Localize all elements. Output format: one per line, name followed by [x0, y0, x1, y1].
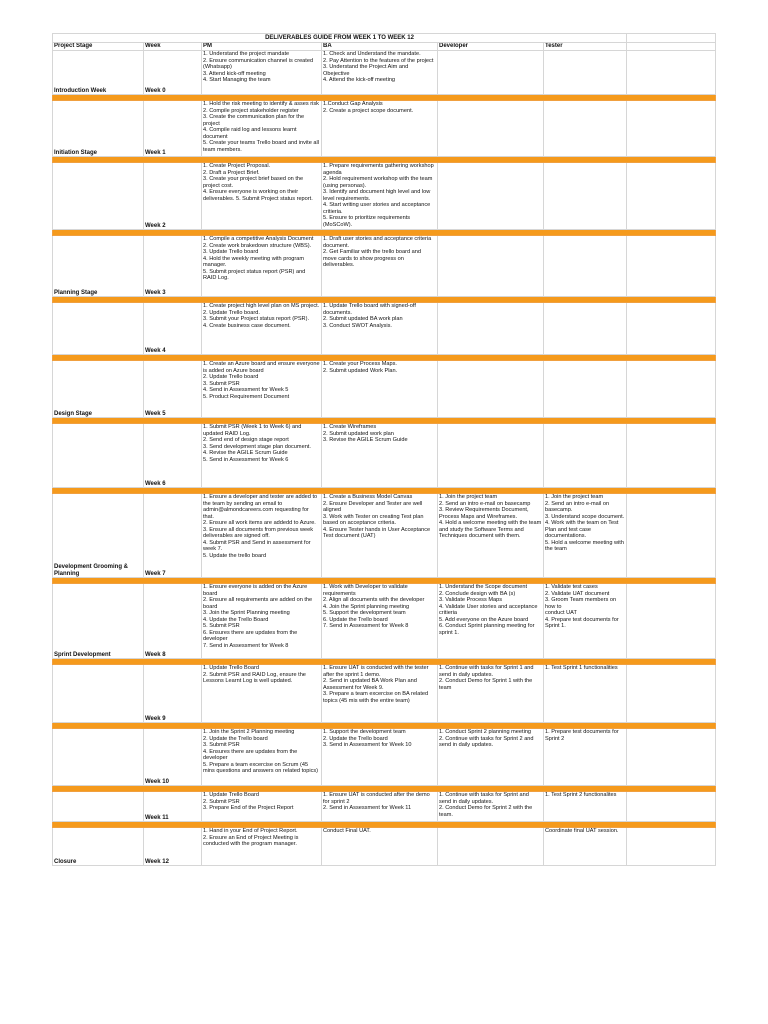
sheet-title: DELIVERABLES GUIDE FROM WEEK 1 TO WEEK 12 — [53, 34, 627, 43]
week-cell: Week 7 — [144, 494, 202, 578]
week-row — [53, 424, 716, 488]
ba-cell: 1. Support the development team 2. Update the Trello board 3. Send in Assessment for Week 10 — [322, 729, 438, 786]
ba-cell: 1. Draft user stories and acceptance criteria document. 2. Get Familiar with the trello board and move cards to show progress on deliverables. — [322, 236, 438, 297]
pm-cell: 1. Create Project Proposal. 2. Draft a Project Brief. 3. Create your project brief based on the project cost. 4. Ensure everyone is working on their deliverables. 5. Submit Project status report. — [202, 163, 322, 230]
ba-cell: 1. Create a Business Model Canvas 2. Ensure Developer and Tester are well aligned 3. Work with Tester on creating Test plan based on acceptance criteria. 4. Ensure Tester hands in User Acceptance Test document (UAT) — [322, 494, 438, 578]
ba-cell: 1. Ensure UAT is conducted after the demo for sprint 2 2. Send in Assessment for Week 11 — [322, 792, 438, 822]
pm-cell: 1. Update Trello Board 2. Submit PSR 3. Prepare End of the Project Report — [202, 792, 322, 822]
developer-cell — [438, 51, 544, 95]
pm-cell: 1. Submit PSR (Week 1 to Week 6) and updated RAID Log. 2. Send end of design stage report 3. Send development stage plan document. 4. Revise the AGILE Scrum Guide 5. Send in Assessment for Week 6 — [202, 424, 322, 488]
stage-cell: Closure — [53, 828, 144, 866]
tester-cell: 1. Test Sprint 1 functionalities — [544, 665, 627, 723]
empty-cell — [627, 303, 716, 355]
developer-cell: 1. Continue with tasks for Sprint 1 and send in daily updates. 2. Conduct Demo for Sprint 1 with the team — [438, 665, 544, 723]
developer-cell — [438, 424, 544, 488]
developer-cell — [438, 163, 544, 230]
developer-cell: 1. Conduct Sprint 2 planning meeting 2. Continue with tasks for Sprint 2 and send in daily updates. — [438, 729, 544, 786]
developer-cell — [438, 828, 544, 866]
tester-cell — [544, 163, 627, 230]
week-row — [53, 101, 716, 157]
week-row — [53, 163, 716, 230]
empty-cell — [627, 729, 716, 786]
pm-cell: 1. Join the Sprint 2 Planning meeting 2. Update the Trello board 3. Submit PSR 4. Ensures there are updates from the developer 5. Prepare a team excercise on Scrum (45 mins questions and answers on related topics) — [202, 729, 322, 786]
ba-cell: 1. Create your Process Maps. 2. Submit updated Work Plan. — [322, 361, 438, 418]
pm-cell: 1. Hand in your End of Project Report. 2. Ensure an End of Project Meeting is conducted with the program manager. — [202, 828, 322, 866]
week-cell: Week 4 — [144, 303, 202, 355]
empty-cell — [627, 584, 716, 659]
tester-cell — [544, 101, 627, 157]
week-cell: Week 3 — [144, 236, 202, 297]
developer-cell: 1. Continue with tasks for Sprint and send in daily updates. 2. Conduct Demo for Sprint 2 with the team. — [438, 792, 544, 822]
ba-cell: 1. Create Wireframes 2. Submit updated work plan 3. Revise the AGILE Scrum Guide — [322, 424, 438, 488]
tester-cell — [544, 303, 627, 355]
deliverables-table — [52, 33, 716, 866]
developer-cell: 1. Join the project team 2. Send an intro e-mail on basecamp 3. Review Requirements Document, Process Maps and Wireframes. 4. Hold a welcome meeting with the team and study the Software Terms and Techniques document with them. — [438, 494, 544, 578]
stage-cell — [53, 729, 144, 786]
stage-cell — [53, 163, 144, 230]
empty-cell — [627, 101, 716, 157]
empty-cell — [627, 34, 716, 43]
week-cell: Week 5 — [144, 361, 202, 418]
empty-cell — [627, 43, 716, 51]
header-ba: BA — [322, 43, 438, 51]
header-developer: Developer — [438, 43, 544, 51]
deliverables-sheet — [52, 33, 715, 866]
week-row — [53, 665, 716, 723]
developer-cell: 1. Understand the Scope document 2. Conclude design with BA (s) 3. Validate Process Maps 4. Validate User stories and acceptance critieria 5. Add everyone on the Azure board 6. Conduct Sprint planning meeting for sprint 1. — [438, 584, 544, 659]
week-cell: Week 1 — [144, 101, 202, 157]
week-row — [53, 236, 716, 297]
empty-cell — [627, 361, 716, 418]
stage-cell: Design Stage — [53, 361, 144, 418]
stage-cell: Planning Stage — [53, 236, 144, 297]
week-row — [53, 828, 716, 866]
week-row — [53, 361, 716, 418]
empty-cell — [627, 792, 716, 822]
stage-cell — [53, 303, 144, 355]
week-cell: Week 2 — [144, 163, 202, 230]
week-row — [53, 584, 716, 659]
header-project-stage: Project Stage — [53, 43, 144, 51]
pm-cell: 1. Compile a competitive Analysis Document 2. Create work brakedown structure (WBS). 3. Update Trello board 4. Hold the weekly meeting with program manager. 5. Submit project status report (PSR) and RAID Log. — [202, 236, 322, 297]
week-cell: Week 0 — [144, 51, 202, 95]
week-row — [53, 51, 716, 95]
header-row — [53, 43, 716, 51]
stage-cell — [53, 424, 144, 488]
tester-cell: 1. Prepare test documents for Sprint 2 — [544, 729, 627, 786]
empty-cell — [627, 163, 716, 230]
developer-cell — [438, 236, 544, 297]
week-cell: Week 10 — [144, 729, 202, 786]
ba-cell: 1. Work with Developer to validate requirements 2. Align all documents with the developer 4. Join the Sprint planning meeting 5. Support the development team 6. Update the Trello board 7. Send in Assessment for Week 8 — [322, 584, 438, 659]
developer-cell — [438, 361, 544, 418]
week-cell: Week 8 — [144, 584, 202, 659]
week-cell: Week 12 — [144, 828, 202, 866]
stage-cell — [53, 792, 144, 822]
week-row — [53, 729, 716, 786]
week-cell: Week 9 — [144, 665, 202, 723]
header-tester: Tester — [544, 43, 627, 51]
header-pm: PM — [202, 43, 322, 51]
pm-cell: 1. Create project high level plan on MS project. 2. Update Trello board. 3. Submit your Project status report (PSR). 4. Create business case document. — [202, 303, 322, 355]
title-row — [53, 34, 716, 43]
tester-cell: 1. Validate test cases 2. Validate UAT document 3. Groom Team members on how to conduct UAT 4. Prepare test documents for Sprint 1. — [544, 584, 627, 659]
tester-cell: 1. Join the project team 2. Send an intro e-mail on basecamp. 3. Understand scope document. 4. Work with the team on Test Plan and test case documentations. 5. Hold a welcome meeting with the team — [544, 494, 627, 578]
pm-cell: 1. Ensure a developer and tester are added to the team by sending an email to admin@almondcareers.com requesting for that. 2. Ensure all work items are addedd to Azure. 3. Ensure all documents from previous week deliverables are signed off. 4. Submit PSR and Send in assessment for week 7. 5. Update the trello board — [202, 494, 322, 578]
week-row — [53, 303, 716, 355]
pm-cell: 1. Understand the project mandate 2. Ensure communication channel is created (Whatsapp) 3. Attend kick-off meeting 4. Start Managing the team — [202, 51, 322, 95]
pm-cell: 1. Create an Azure board and ensure everyone is added on Azure board 2. Update Trello board 3. Submit PSR 4. Send in Assessment for Week 5 5. Product Requirement Document — [202, 361, 322, 418]
tester-cell — [544, 361, 627, 418]
tester-cell — [544, 236, 627, 297]
ba-cell: Conduct Final UAT. — [322, 828, 438, 866]
empty-cell — [627, 51, 716, 95]
ba-cell: 1. Prepare requirements gathering workshop agenda 2. Hold requirement workshop with the team (using personas). 3. Identify and document high level and low level requirements. 4. Start writing user stories and acceptance critieria. 5. Ensure to prioritize requirements (MoSCoW). — [322, 163, 438, 230]
ba-cell: 1.Conduct Gap Analysis 2. Create a project scope document. — [322, 101, 438, 157]
ba-cell: 1. Update Trello board with signed-off documents. 2. Submit updated BA work plan 3. Conduct SWOT Analysis. — [322, 303, 438, 355]
pm-cell: 1. Update Trello Board 2. Submit PSR and RAID Log, ensure the Lessons Learnt Log is well updated. — [202, 665, 322, 723]
stage-cell: Initiation Stage — [53, 101, 144, 157]
developer-cell — [438, 303, 544, 355]
pm-cell: 1. Ensure everyone is added on the Azure board 2. Ensure all requirements are added on the board 3. Join the Sprint Planning meeting 4. Update the Trello Board 5. Submit PSR 6. Ensures there are updates from the developer 7. Send in Assessment for Week 8 — [202, 584, 322, 659]
week-row — [53, 494, 716, 578]
tester-cell — [544, 51, 627, 95]
stage-cell: Sprint Development — [53, 584, 144, 659]
developer-cell — [438, 101, 544, 157]
tester-cell — [544, 424, 627, 488]
ba-cell: 1. Check and Understand the mandate. 2. Pay Attention to the features of the project 3. Understand the Project Aim and Obejective 4. Attend the kick-off meeting — [322, 51, 438, 95]
stage-cell — [53, 665, 144, 723]
empty-cell — [627, 424, 716, 488]
week-cell: Week 6 — [144, 424, 202, 488]
week-row — [53, 792, 716, 822]
stage-cell: Introduction Week — [53, 51, 144, 95]
stage-cell: Development Grooming & Planning — [53, 494, 144, 578]
week-cell: Week 11 — [144, 792, 202, 822]
header-week: Week — [144, 43, 202, 51]
ba-cell: 1. Ensure UAT is conducted with the tester after the sprint 1 demo. 2. Send in updated BA Work Plan and Assessment for Week 9. 3. Prepare a team excercise on BA related topics (45 mis with the entire team) — [322, 665, 438, 723]
pm-cell: 1. Hold the risk meeting to identify & asses risk 2. Compile project stakeholder register 3. Create the communication plan for the project 4. Compile raid log and lessons learnt document 5. Create your teams Trello board and invite all team members. — [202, 101, 322, 157]
tester-cell: Coordinate final UAT session. — [544, 828, 627, 866]
tester-cell: 1. Test Sprint 2 functionalites — [544, 792, 627, 822]
empty-cell — [627, 236, 716, 297]
empty-cell — [627, 828, 716, 866]
empty-cell — [627, 665, 716, 723]
empty-cell — [627, 494, 716, 578]
